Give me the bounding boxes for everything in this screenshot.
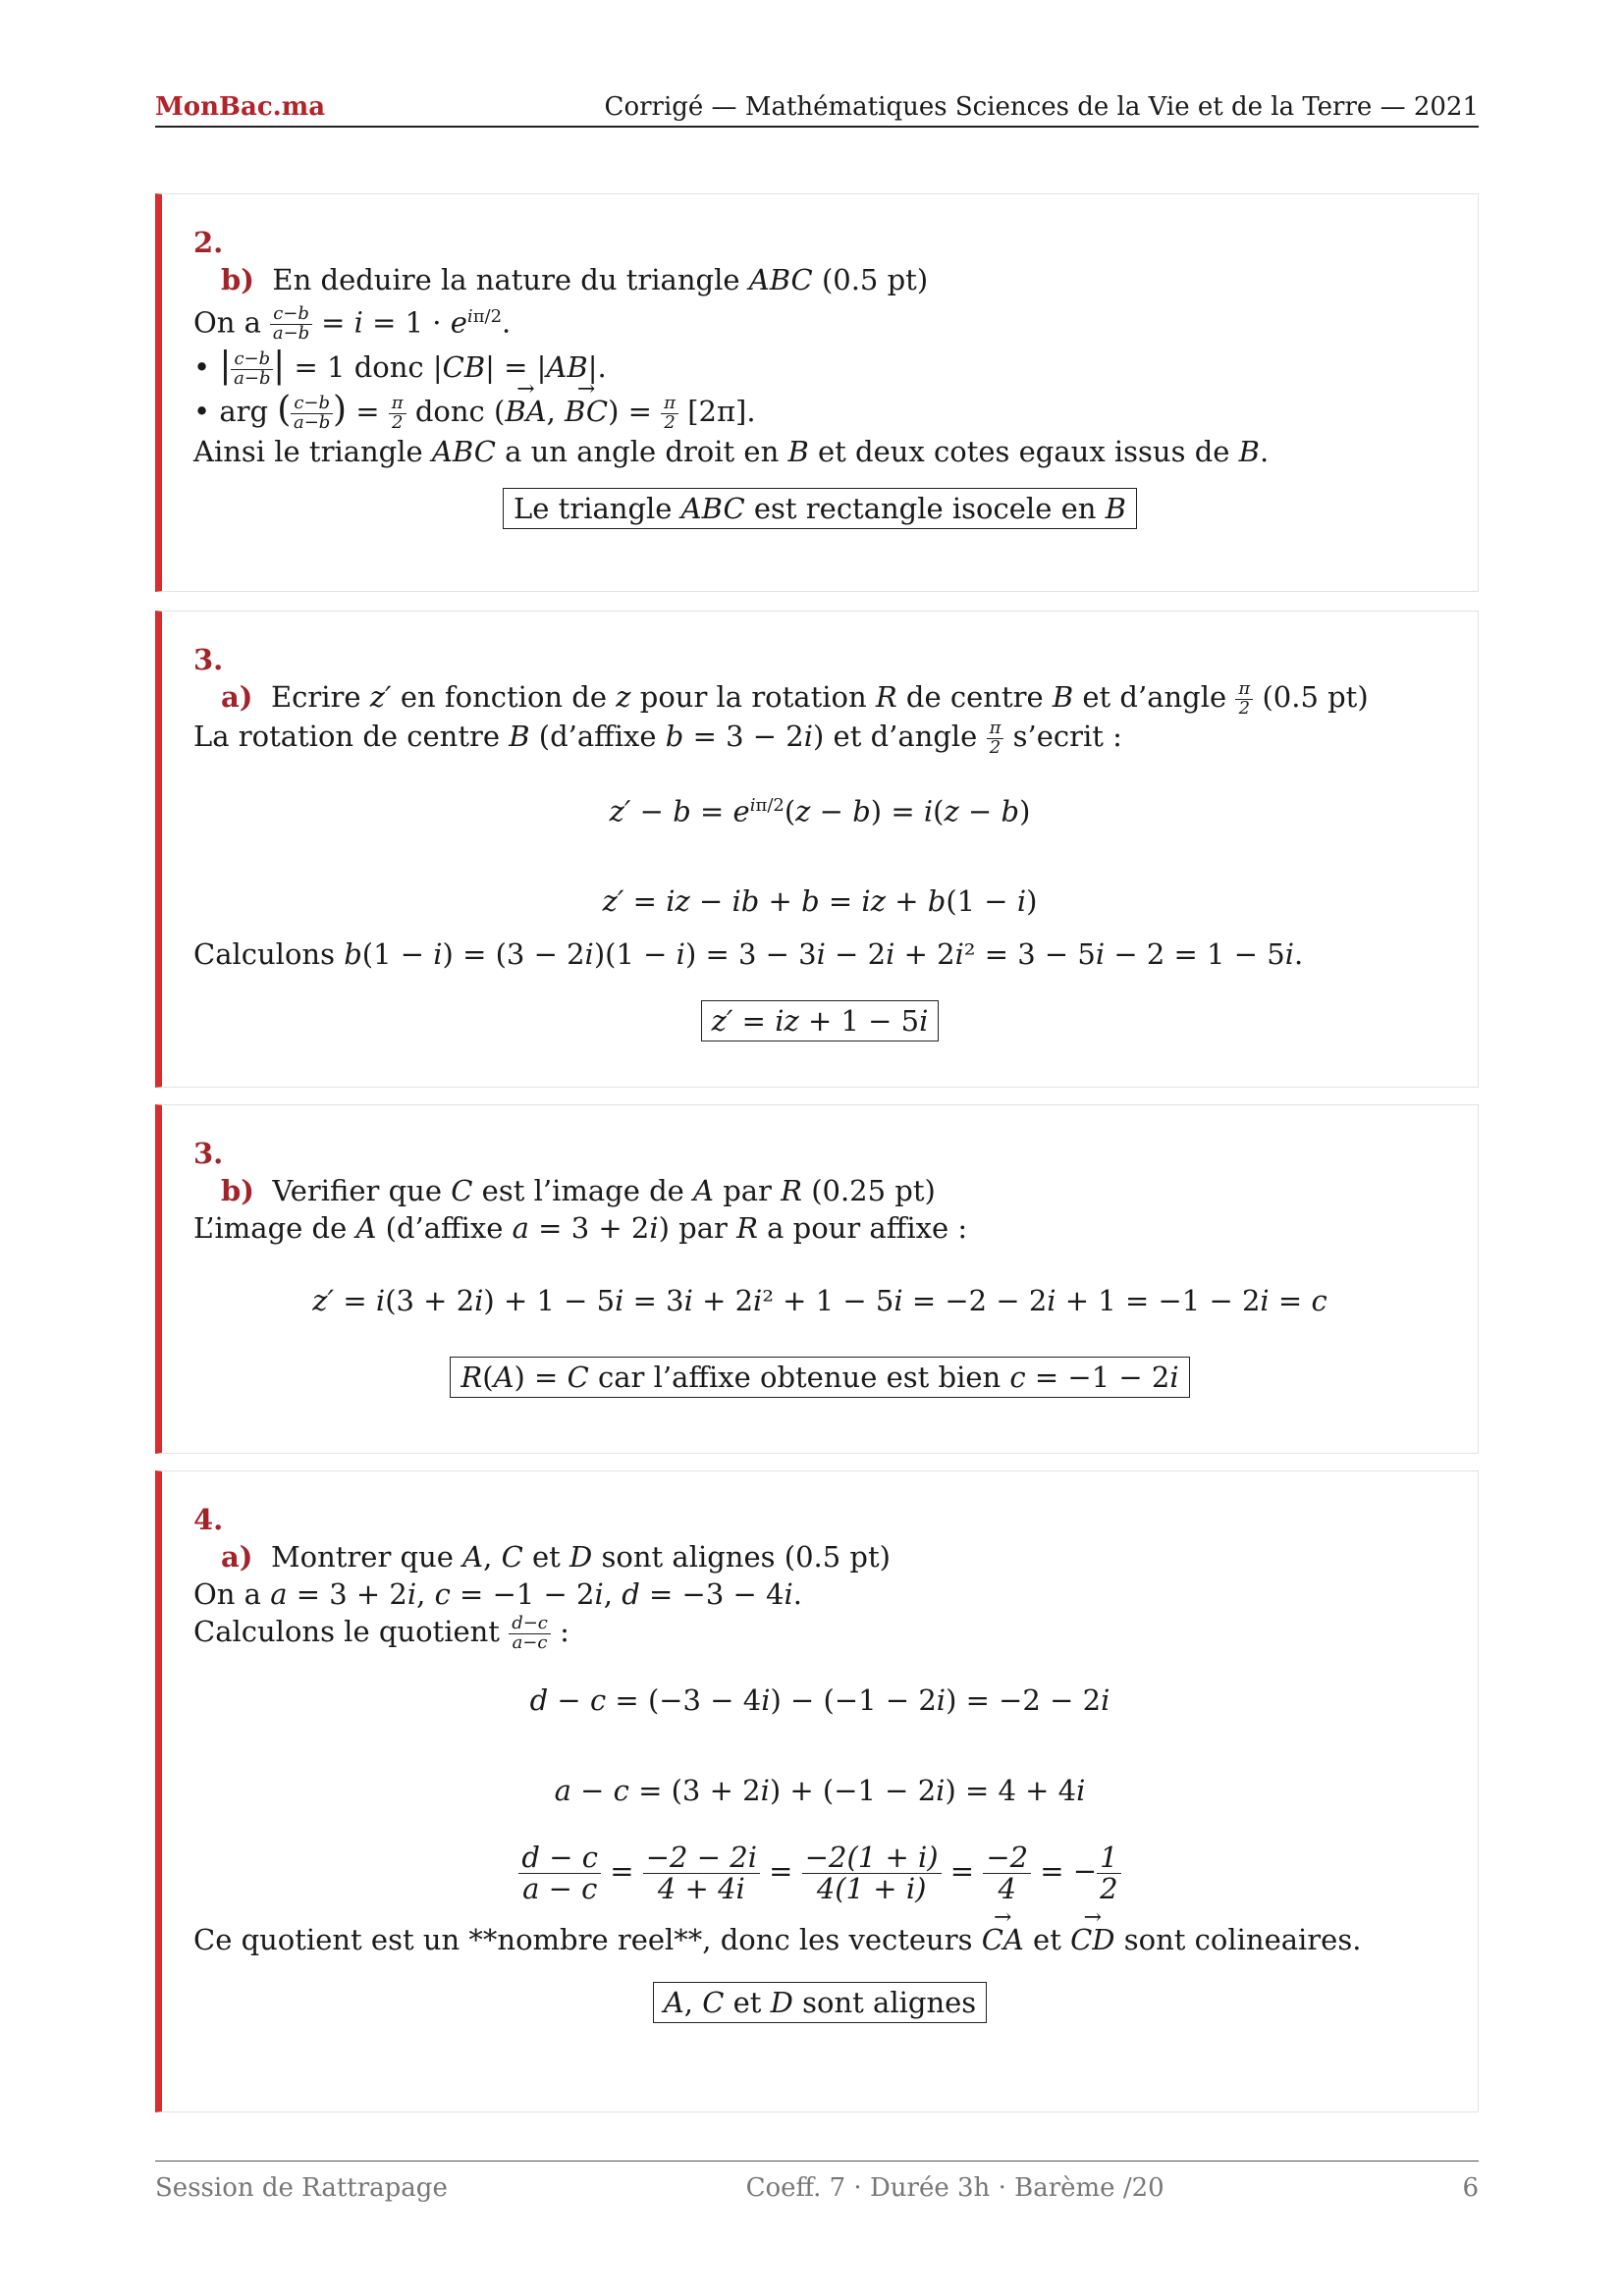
exercise-number: 3. xyxy=(193,1137,224,1170)
part-label: b) xyxy=(221,1174,254,1207)
question-line xyxy=(193,1538,1478,1575)
page-header xyxy=(155,90,1479,128)
equation: a − c = (3 + 2i) + (−1 − 2i) = 4 + 4i xyxy=(554,1774,1086,1808)
math-line: La rotation de centre B (d’affixe b = 3 − 2i) et d’angle $\frac{\pi}{2}$ s’ecrit : xyxy=(193,718,1122,758)
exercise-box-3b xyxy=(155,1104,1479,1454)
page-number: 6 xyxy=(1462,2173,1479,2203)
exercise-box-2b xyxy=(155,193,1479,592)
exercise-box-3a xyxy=(155,611,1479,1088)
exercise-number: 2. xyxy=(193,226,224,259)
question-line xyxy=(193,678,1478,718)
conclusion-text: Ainsi le triangle ABC a un angle droit en B et deux cotes egaux issus de B. xyxy=(193,434,1270,468)
equation: d − c = (−3 − 4i) − (−1 − 2i) = −2 − 2i xyxy=(529,1683,1110,1718)
equation: z′ = i(3 + 2i) + 1 − 5i = 3i + 2i² + 1 − 5i = −2 − 2i + 1 = −1 − 2i = c xyxy=(312,1284,1327,1317)
exercise-number: 3. xyxy=(193,643,224,676)
result-box: A, C et D sont alignes xyxy=(653,1982,987,2023)
equation: $z' - b = e^{i\pi/2}(z - b) = i(z - b)$ xyxy=(609,794,1031,828)
part-label: a) xyxy=(221,1540,253,1574)
math-line: • arg ( $\frac{c-b}{a-b}$ ) = $\frac{\pi}{2}$ donc (→ BA, → BC) = $\frac{\pi}{2}$ [2π]. xyxy=(193,392,1478,432)
question-line xyxy=(193,261,1478,298)
exercise-number: 4. xyxy=(193,1503,224,1536)
math-line: L’image de A (d’affixe a = 3 + 2i) par R a pour affixe : xyxy=(193,1211,968,1245)
part-label: b) xyxy=(221,263,254,296)
result-box: R(A) = C car l’affixe obtenue est bien c = −1 − 2i xyxy=(450,1357,1189,1398)
question-text: Montrer que A, C et D sont alignes (0.5 pt) xyxy=(261,1540,891,1574)
question-text: En deduire la nature du triangle ABC (0.5 pt) xyxy=(263,263,929,296)
brand-logo: MonBac.ma xyxy=(155,92,326,122)
math-line: On a a = 3 + 2i, c = −1 − 2i, d = −3 − 4i. xyxy=(193,1577,802,1611)
result-box: z′ = iz + 1 − 5i xyxy=(701,1000,940,1041)
question-line xyxy=(193,1172,1478,1209)
question-text: Verifier que C est l’image de A par R (0.25 pt) xyxy=(263,1174,936,1207)
exercise-box-4a xyxy=(155,1470,1479,2112)
page-footer xyxy=(155,2161,1479,2203)
header-title: Corrigé — Mathématiques Sciences de la Vie et de la Terre — 2021 xyxy=(604,92,1479,122)
part-label: a) xyxy=(221,680,253,714)
math-line: • | $\frac{c-b}{a-b}$ | = 1 donc |CB| = |AB|. xyxy=(193,346,607,389)
result-box: Le triangle ABC est rectangle isocele en B xyxy=(503,488,1137,529)
footer-coefficient: Coeff. 7 · Durée 3h · Barème /20 xyxy=(745,2173,1164,2203)
math-line: On a $\frac{c-b}{a-b}$ = $i = 1 \cdot e^{i\pi/2}$. xyxy=(193,303,512,345)
equation: $\frac{d - c}{a - c}$ = $\frac{-2 - 2i}{4 + 4i}$ = $\frac{-2(1 + i)}{4(1 + i)}$ = $\frac{-2}{4}$ = − $\frac{1}{2}$ xyxy=(162,1842,1478,1903)
math-line: Calculons b(1 − i) = (3 − 2i)(1 − i) = 3 − 3i − 2i + 2i² = 3 − 5i − 2 = 1 − 5i. xyxy=(193,937,1304,972)
question-text: Ecrire z′ en fonction de z pour la rotation R de centre B et d’angle $\frac{\pi}{2}$ (0.5 pt) xyxy=(261,677,1369,719)
equation: z′ = iz − ib + b = iz + b(1 − i) xyxy=(602,884,1038,919)
math-line: Ce quotient est un **nombre reel**, donc les vecteurs → CA et → CD sont colineaires. xyxy=(193,1921,1478,1958)
footer-session: Session de Rattrapage xyxy=(155,2173,448,2203)
math-line: Calculons le quotient $\frac{d-c}{a-c}$ : xyxy=(193,1612,569,1653)
